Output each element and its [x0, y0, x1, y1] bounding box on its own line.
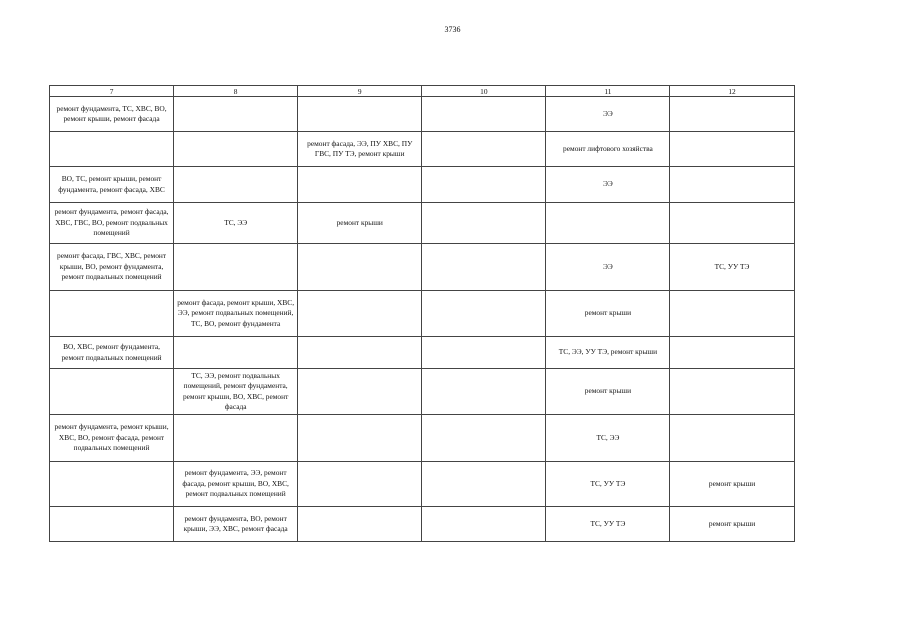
table-cell: ТС, ЭЭ: [546, 415, 670, 462]
table-cell: [298, 462, 422, 507]
table-cell: [298, 337, 422, 369]
table-cell: [670, 415, 794, 462]
table-cell: [422, 507, 546, 542]
table-cell: [422, 97, 546, 132]
table-cell: ВО, ХВС, ремонт фундамента, ремонт подвальных помещений: [50, 337, 174, 369]
col-header-9: 9: [298, 86, 422, 97]
col-header-7: 7: [50, 86, 174, 97]
table-cell: [670, 167, 794, 203]
table-cell: [50, 369, 174, 415]
table-cell: [422, 462, 546, 507]
table-cell: ТС, УУ ТЭ: [546, 507, 670, 542]
table-cell: [422, 132, 546, 167]
header-row: [50, 86, 795, 97]
table-cell: [670, 369, 794, 415]
table-cell: [174, 337, 298, 369]
table-cell: ремонт фундамента, ремонт крыши, ХВС, ВО, ремонт фасада, ремонт подвальных помещений: [50, 415, 174, 462]
table-row: [50, 415, 795, 462]
table-cell: [422, 369, 546, 415]
table-cell: [298, 167, 422, 203]
table-cell: ЭЭ: [546, 97, 670, 132]
table-row: [50, 97, 795, 132]
table-cell: [298, 507, 422, 542]
table-cell: [174, 97, 298, 132]
table-cell: ЭЭ: [546, 167, 670, 203]
table-row: [50, 244, 795, 291]
table-cell: [50, 507, 174, 542]
table-cell: ремонт лифтового хозяйства: [546, 132, 670, 167]
table-cell: [298, 97, 422, 132]
table-cell: ремонт фундамента, ВО, ремонт крыши, ЭЭ, ХВС, ремонт фасада: [174, 507, 298, 542]
table-cell: ремонт фундамента, ЭЭ, ремонт фасада, ремонт крыши, ВО, ХВС, ремонт подвальных помещений: [174, 462, 298, 507]
table-cell: [670, 97, 794, 132]
table-cell: ремонт крыши: [546, 369, 670, 415]
table-cell: [174, 167, 298, 203]
table-cell: ремонт фасада, ГВС, ХВС, ремонт крыши, ВО, ремонт фундамента, ремонт подвальных помещений: [50, 244, 174, 291]
table-row: [50, 462, 795, 507]
table-cell: [50, 132, 174, 167]
table-row: [50, 291, 795, 337]
col-header-10: 10: [422, 86, 546, 97]
table-cell: ТС, ЭЭ, ремонт подвальных помещений, ремонт фундамента, ремонт крыши, ВО, ХВС, ремонт фасада: [174, 369, 298, 415]
table-cell: [422, 291, 546, 337]
table-cell: [298, 244, 422, 291]
table-cell: [422, 415, 546, 462]
col-header-11: 11: [546, 86, 670, 97]
table-cell: [174, 415, 298, 462]
table-cell: [422, 167, 546, 203]
table-cell: ремонт фундамента, ТС, ХВС, ВО, ремонт крыши, ремонт фасада: [50, 97, 174, 132]
table-cell: [298, 415, 422, 462]
col-header-8: 8: [174, 86, 298, 97]
table-cell: [422, 203, 546, 244]
table-cell: ремонт крыши: [298, 203, 422, 244]
table-cell: [422, 244, 546, 291]
table-row: [50, 507, 795, 542]
table-cell: ТС, УУ ТЭ: [670, 244, 794, 291]
table-cell: ремонт крыши: [670, 507, 794, 542]
table-cell: [670, 203, 794, 244]
table-cell: ремонт фасада, ЭЭ, ПУ ХВС, ПУ ГВС, ПУ ТЭ, ремонт крыши: [298, 132, 422, 167]
table-cell: ремонт крыши: [670, 462, 794, 507]
table-row: [50, 167, 795, 203]
table-cell: [298, 369, 422, 415]
table-cell: [422, 337, 546, 369]
works-table: [49, 85, 795, 542]
table-cell: [298, 291, 422, 337]
table-row: [50, 369, 795, 415]
table-cell: [174, 132, 298, 167]
table-cell: [50, 462, 174, 507]
table-cell: ремонт крыши: [546, 291, 670, 337]
table-cell: [670, 132, 794, 167]
table-cell: [670, 291, 794, 337]
table-cell: ТС, УУ ТЭ: [546, 462, 670, 507]
page-number: 3736: [444, 25, 461, 34]
table-row: [50, 203, 795, 244]
col-header-12: 12: [670, 86, 794, 97]
table-cell: [670, 337, 794, 369]
table-cell: ВО, ТС, ремонт крыши, ремонт фундамента, ремонт фасада, ХВС: [50, 167, 174, 203]
table-cell: ЭЭ: [546, 244, 670, 291]
table-cell: ремонт фасада, ремонт крыши, ХВС, ЭЭ, ремонт подвальных помещений, ТС, ВО, ремонт фундамента: [174, 291, 298, 337]
table-cell: [50, 291, 174, 337]
table-cell: [546, 203, 670, 244]
table-cell: ТС, ЭЭ, УУ ТЭ, ремонт крыши: [546, 337, 670, 369]
table-cell: ремонт фундамента, ремонт фасада, ХВС, ГВС, ВО, ремонт подвальных помещений: [50, 203, 174, 244]
table-row: [50, 132, 795, 167]
table-cell: ТС, ЭЭ: [174, 203, 298, 244]
table-cell: [174, 244, 298, 291]
table-row: [50, 337, 795, 369]
